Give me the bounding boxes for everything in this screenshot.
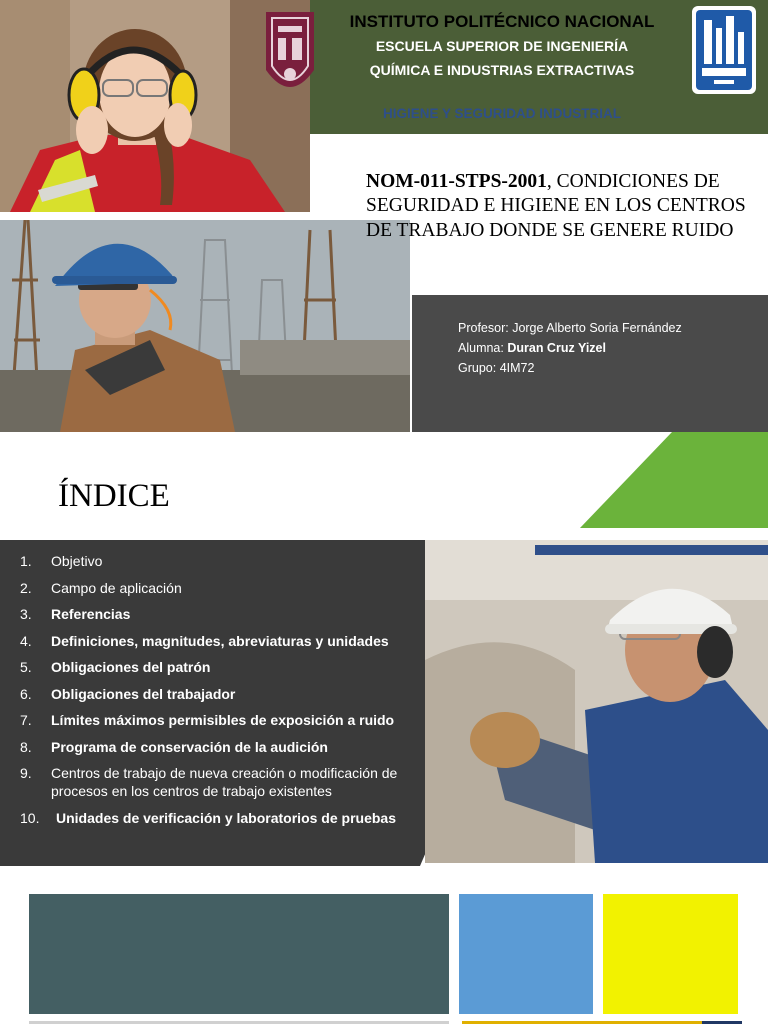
- document-title: [366, 170, 762, 243]
- index-title: ÍNDICE: [58, 478, 170, 514]
- group-line: Grupo: 4IM72: [458, 361, 535, 375]
- index-item[interactable]: 8. Programa de conservación de la audición: [20, 738, 328, 755]
- index-item[interactable]: 3. Referencias: [20, 606, 131, 622]
- subject-name: HIGIENE Y SEGURIDAD INDUSTRIAL: [382, 106, 622, 121]
- index-list: [20, 552, 440, 836]
- professor-name: Jorge Alberto Soria Fernández: [512, 321, 682, 335]
- index-item[interactable]: 7. Límites máximos permisibles de exposición a ruido: [20, 712, 395, 728]
- student-line: Alumna: Duran Cruz Yizel: [458, 341, 606, 355]
- author-info: [458, 318, 758, 378]
- school-name-line-2: QUÍMICA E INDUSTRIAS EXTRACTIVAS: [369, 62, 635, 78]
- worker-with-helmet-and-earmuffs-photo: [425, 540, 768, 863]
- esiqie-logo: [692, 6, 756, 94]
- index-item[interactable]: 9. Centros de trabajo de nueva creación o modificación de procesos en los centros de trabajo existentes: [20, 765, 398, 799]
- title-text: , CONDICIONES DE SEGURIDAD E HIGIENE EN LOS CENTROS DE TRABAJO DONDE SE GENERE RUIDO: [366, 171, 746, 241]
- index-item[interactable]: 5. Obligaciones del patrón: [20, 659, 211, 675]
- green-accent-shape: [580, 432, 768, 528]
- index-item[interactable]: 10. Unidades de verificación y laboratorios de pruebas: [20, 810, 396, 826]
- index-item[interactable]: 6. Obligaciones del trabajador: [20, 685, 236, 702]
- student-name: Duran Cruz Yizel: [507, 341, 606, 355]
- ipn-logo: [262, 8, 318, 104]
- index-item[interactable]: 1. Objetivo: [20, 553, 103, 569]
- yellow-block: [603, 894, 738, 1014]
- blue-block: [459, 894, 593, 1014]
- index-item[interactable]: 4. Definiciones, magnitudes, abreviaturas y unidades: [20, 632, 389, 649]
- teal-block: [29, 894, 449, 1014]
- group-value: 4IM72: [499, 361, 535, 375]
- norm-code: NOM-011-STPS-2001: [366, 171, 547, 192]
- professor-line: Profesor: Jorge Alberto Soria Fernández: [458, 321, 682, 335]
- institute-name: INSTITUTO POLITÉCNICO NACIONAL: [349, 12, 655, 31]
- index-item[interactable]: 2. Campo de aplicación: [20, 579, 182, 596]
- worker-with-hardhat-photo: [0, 220, 410, 432]
- school-name-line-1: ESCUELA SUPERIOR DE INGENIERÍA: [375, 38, 629, 54]
